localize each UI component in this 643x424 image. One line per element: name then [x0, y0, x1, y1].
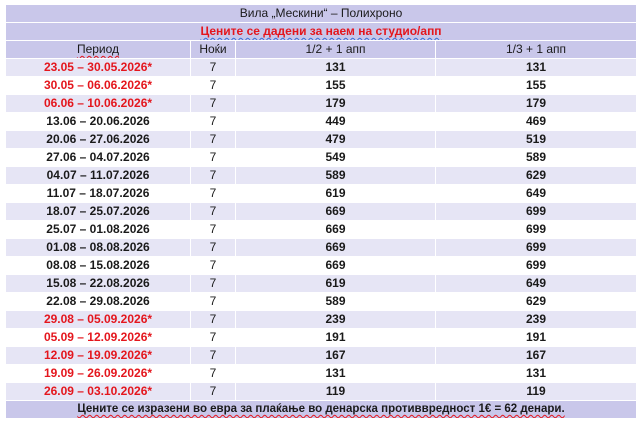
table-row: [6, 77, 637, 95]
period-cell: 18.07 – 25.07.2026: [6, 203, 191, 221]
price-3-cell: 179: [436, 95, 637, 113]
table-row: [6, 167, 637, 185]
table-row: [6, 347, 637, 365]
table-row: [6, 275, 637, 293]
period-cell: 15.08 – 22.08.2026: [6, 275, 191, 293]
price-2-cell: 669: [236, 203, 436, 221]
table-row: [6, 239, 637, 257]
price-3-cell: 629: [436, 293, 637, 311]
price-2-cell: 239: [236, 311, 436, 329]
price-3-cell: 699: [436, 257, 637, 275]
nights-cell: 7: [191, 275, 236, 293]
period-cell: 04.07 – 11.07.2026: [6, 167, 191, 185]
table-row: [6, 149, 637, 167]
subtitle-row: [6, 23, 637, 41]
nights-cell: 7: [191, 383, 236, 401]
nights-cell: 7: [191, 311, 236, 329]
period-cell: 22.08 – 29.08.2026: [6, 293, 191, 311]
period-cell: 19.09 – 26.09.2026*: [6, 365, 191, 383]
price-2-cell: 669: [236, 221, 436, 239]
footer-row: [6, 401, 637, 419]
table-row: [6, 185, 637, 203]
nights-cell: 7: [191, 239, 236, 257]
price-3-cell: 589: [436, 149, 637, 167]
nights-cell: 7: [191, 293, 236, 311]
table-row: [6, 329, 637, 347]
table-row: [6, 311, 637, 329]
period-cell: 12.09 – 19.09.2026*: [6, 347, 191, 365]
price-2-cell: 179: [236, 95, 436, 113]
table-row: [6, 221, 637, 239]
table-body: [6, 59, 637, 401]
column-header-row: [6, 41, 637, 59]
price-2-cell: 191: [236, 329, 436, 347]
price-3-cell: 131: [436, 365, 637, 383]
price-table: [5, 4, 637, 419]
price-3-cell: 519: [436, 131, 637, 149]
table-row: [6, 95, 637, 113]
table-row: [6, 257, 637, 275]
price-3-cell: 191: [436, 329, 637, 347]
period-cell: 13.06 – 20.06.2026: [6, 113, 191, 131]
period-cell: 05.09 – 12.09.2026*: [6, 329, 191, 347]
nights-cell: 7: [191, 185, 236, 203]
nights-cell: 7: [191, 329, 236, 347]
price-3-cell: 167: [436, 347, 637, 365]
price-3-cell: 699: [436, 221, 637, 239]
price-2-cell: 549: [236, 149, 436, 167]
price-3-cell: 699: [436, 239, 637, 257]
nights-cell: 7: [191, 257, 236, 275]
nights-cell: 7: [191, 131, 236, 149]
title-row: [6, 5, 637, 23]
table-title: Вила „Мескини“ – Полихроно: [6, 5, 637, 23]
table-row: [6, 293, 637, 311]
nights-cell: 7: [191, 113, 236, 131]
table-row: [6, 365, 637, 383]
table-footer-note: Цените се изразени во евра за плаќање во денарска противвредност 1€ = 62 денари.: [6, 401, 637, 419]
nights-cell: 7: [191, 59, 236, 77]
nights-cell: 7: [191, 167, 236, 185]
price-2-cell: 669: [236, 239, 436, 257]
period-cell: 06.06 – 10.06.2026*: [6, 95, 191, 113]
period-cell: 20.06 – 27.06.2026: [6, 131, 191, 149]
nights-cell: 7: [191, 149, 236, 167]
price-3-cell: 649: [436, 275, 637, 293]
price-2-cell: 589: [236, 293, 436, 311]
period-cell: 27.06 – 04.07.2026: [6, 149, 191, 167]
column-header-price-3: 1/3 + 1 апп: [436, 41, 637, 59]
nights-cell: 7: [191, 221, 236, 239]
table-row: [6, 383, 637, 401]
column-header-price-2: 1/2 + 1 апп: [236, 41, 436, 59]
period-cell: 25.07 – 01.08.2026: [6, 221, 191, 239]
price-2-cell: 479: [236, 131, 436, 149]
column-header-period: Период: [6, 41, 191, 59]
period-cell: 23.05 – 30.05.2026*: [6, 59, 191, 77]
nights-cell: 7: [191, 203, 236, 221]
price-2-cell: 669: [236, 257, 436, 275]
price-3-cell: 699: [436, 203, 637, 221]
price-3-cell: 131: [436, 59, 637, 77]
table-row: [6, 203, 637, 221]
period-cell: 11.07 – 18.07.2026: [6, 185, 191, 203]
period-cell: 30.05 – 06.06.2026*: [6, 77, 191, 95]
price-2-cell: 131: [236, 59, 436, 77]
price-2-cell: 449: [236, 113, 436, 131]
period-cell: 26.09 – 03.10.2026*: [6, 383, 191, 401]
price-2-cell: 155: [236, 77, 436, 95]
nights-cell: 7: [191, 77, 236, 95]
period-cell: 29.08 – 05.09.2026*: [6, 311, 191, 329]
period-cell: 01.08 – 08.08.2026: [6, 239, 191, 257]
period-cell: 08.08 – 15.08.2026: [6, 257, 191, 275]
column-header-nights: Ноќи: [191, 41, 236, 59]
price-3-cell: 629: [436, 167, 637, 185]
price-2-cell: 589: [236, 167, 436, 185]
price-2-cell: 131: [236, 365, 436, 383]
price-3-cell: 469: [436, 113, 637, 131]
price-2-cell: 167: [236, 347, 436, 365]
table-row: [6, 131, 637, 149]
price-2-cell: 619: [236, 185, 436, 203]
table-row: [6, 113, 637, 131]
price-3-cell: 119: [436, 383, 637, 401]
price-3-cell: 649: [436, 185, 637, 203]
nights-cell: 7: [191, 95, 236, 113]
table-row: [6, 59, 637, 77]
nights-cell: 7: [191, 365, 236, 383]
price-2-cell: 619: [236, 275, 436, 293]
price-3-cell: 239: [436, 311, 637, 329]
table-subtitle: Цените се дадени за наем на студио/апп: [6, 23, 637, 41]
price-3-cell: 155: [436, 77, 637, 95]
price-2-cell: 119: [236, 383, 436, 401]
nights-cell: 7: [191, 347, 236, 365]
